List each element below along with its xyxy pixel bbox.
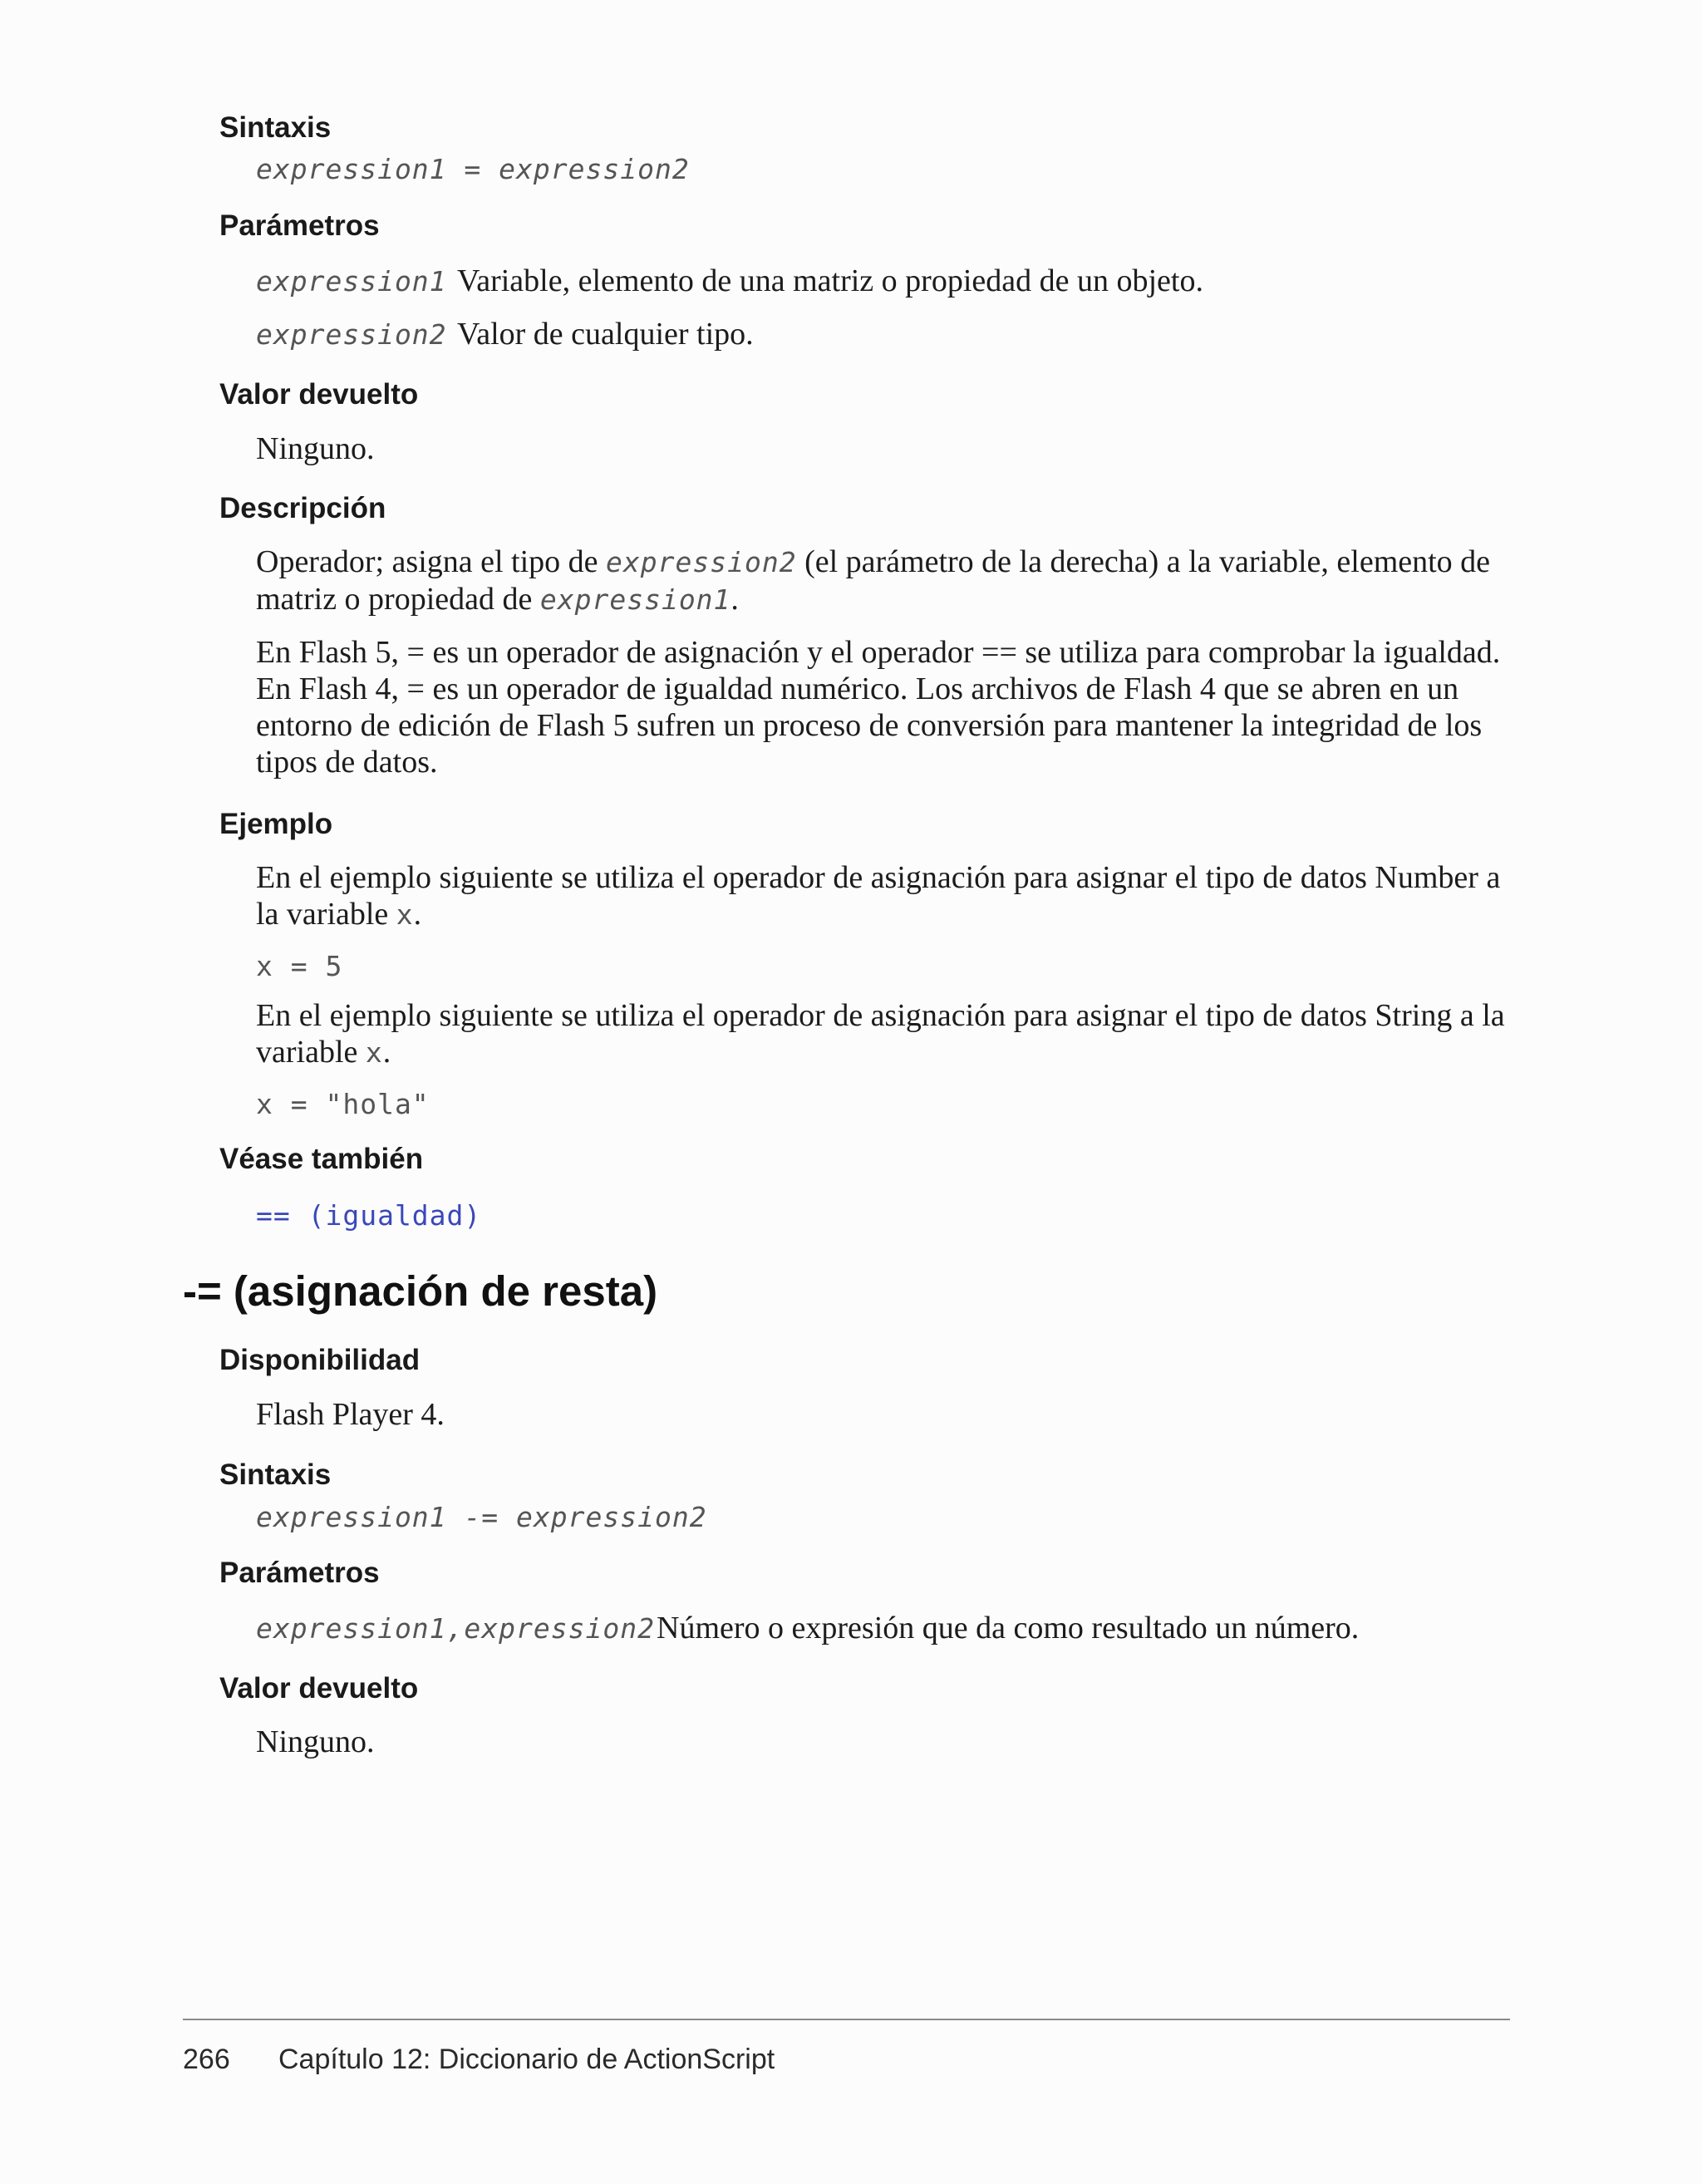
- example-code-1: x = 5: [256, 950, 343, 982]
- param-description: Variable, elemento de una matriz o propiedad de un objeto.: [457, 263, 1203, 298]
- section-title: -= (asignación de resta): [183, 1267, 658, 1315]
- description-paragraph-1: Operador; asigna el tipo de expression2 (el parámetro de la derecha) a la variable, elemento de matriz o propiedad de expression1.: [256, 544, 1491, 617]
- inline-code: expression1: [539, 583, 731, 616]
- param-description: Valor de cualquier tipo.: [457, 317, 754, 352]
- syntax-code: expression1 -= expression2: [256, 1501, 707, 1533]
- syntax-heading: Sintaxis: [219, 111, 332, 144]
- return-value-heading: Valor devuelto: [219, 378, 419, 411]
- syntax-heading: Sintaxis: [219, 1458, 332, 1491]
- param-row: [256, 263, 1203, 299]
- equality-operator-link[interactable]: == (igualdad): [256, 1199, 482, 1232]
- example-paragraph-1: En el ejemplo siguiente se utiliza el operador de asignación para asignar el tipo de datos Number a la variable x.: [256, 860, 1501, 932]
- page-number: 266: [183, 2044, 230, 2075]
- availability-heading: Disponibilidad: [219, 1344, 421, 1376]
- return-value-text: Ninguno.: [256, 1724, 375, 1759]
- return-value-text: Ninguno.: [256, 431, 375, 466]
- availability-text: Flash Player 4.: [256, 1397, 445, 1432]
- see-also-heading: Véase también: [219, 1143, 424, 1175]
- example-code-2: x = "hola": [256, 1088, 430, 1120]
- param-name: expression1: [256, 265, 447, 298]
- param-description: Número o expresión que da como resultado un número.: [657, 1611, 1360, 1645]
- footer-divider: [183, 2019, 1510, 2020]
- return-value-heading: Valor devuelto: [219, 1672, 419, 1704]
- description-paragraph-2: En Flash 5, = es un operador de asignación y el operador == se utiliza para comprobar la igualdad. En Flash 4, = es un operador de igualdad numérico. Los archivos de Flash 4 que se abren en un entorno de edición de Flash 5 sufren un proceso de conversión para mantener la integridad de los tipos de datos.: [256, 635, 1501, 780]
- param-name: expression2: [256, 318, 447, 351]
- example-heading: Ejemplo: [219, 808, 333, 840]
- inline-code: expression2: [606, 546, 797, 578]
- see-also-row: [256, 1199, 481, 1232]
- param-name: expression1,expression2: [256, 1612, 655, 1645]
- param-row: [256, 316, 754, 352]
- param-row: [256, 1610, 1359, 1646]
- inline-code: x: [365, 1036, 383, 1069]
- example-paragraph-2: En el ejemplo siguiente se utiliza el operador de asignación para asignar el tipo de datos String a la variable x.: [256, 998, 1505, 1070]
- parameters-heading: Parámetros: [219, 209, 380, 242]
- syntax-code: expression1 = expression2: [256, 153, 690, 185]
- chapter-title: Capítulo 12: Diccionario de ActionScript: [278, 2044, 775, 2075]
- parameters-heading: Parámetros: [219, 1557, 380, 1589]
- inline-code: x: [396, 898, 414, 931]
- description-heading: Descripción: [219, 492, 386, 524]
